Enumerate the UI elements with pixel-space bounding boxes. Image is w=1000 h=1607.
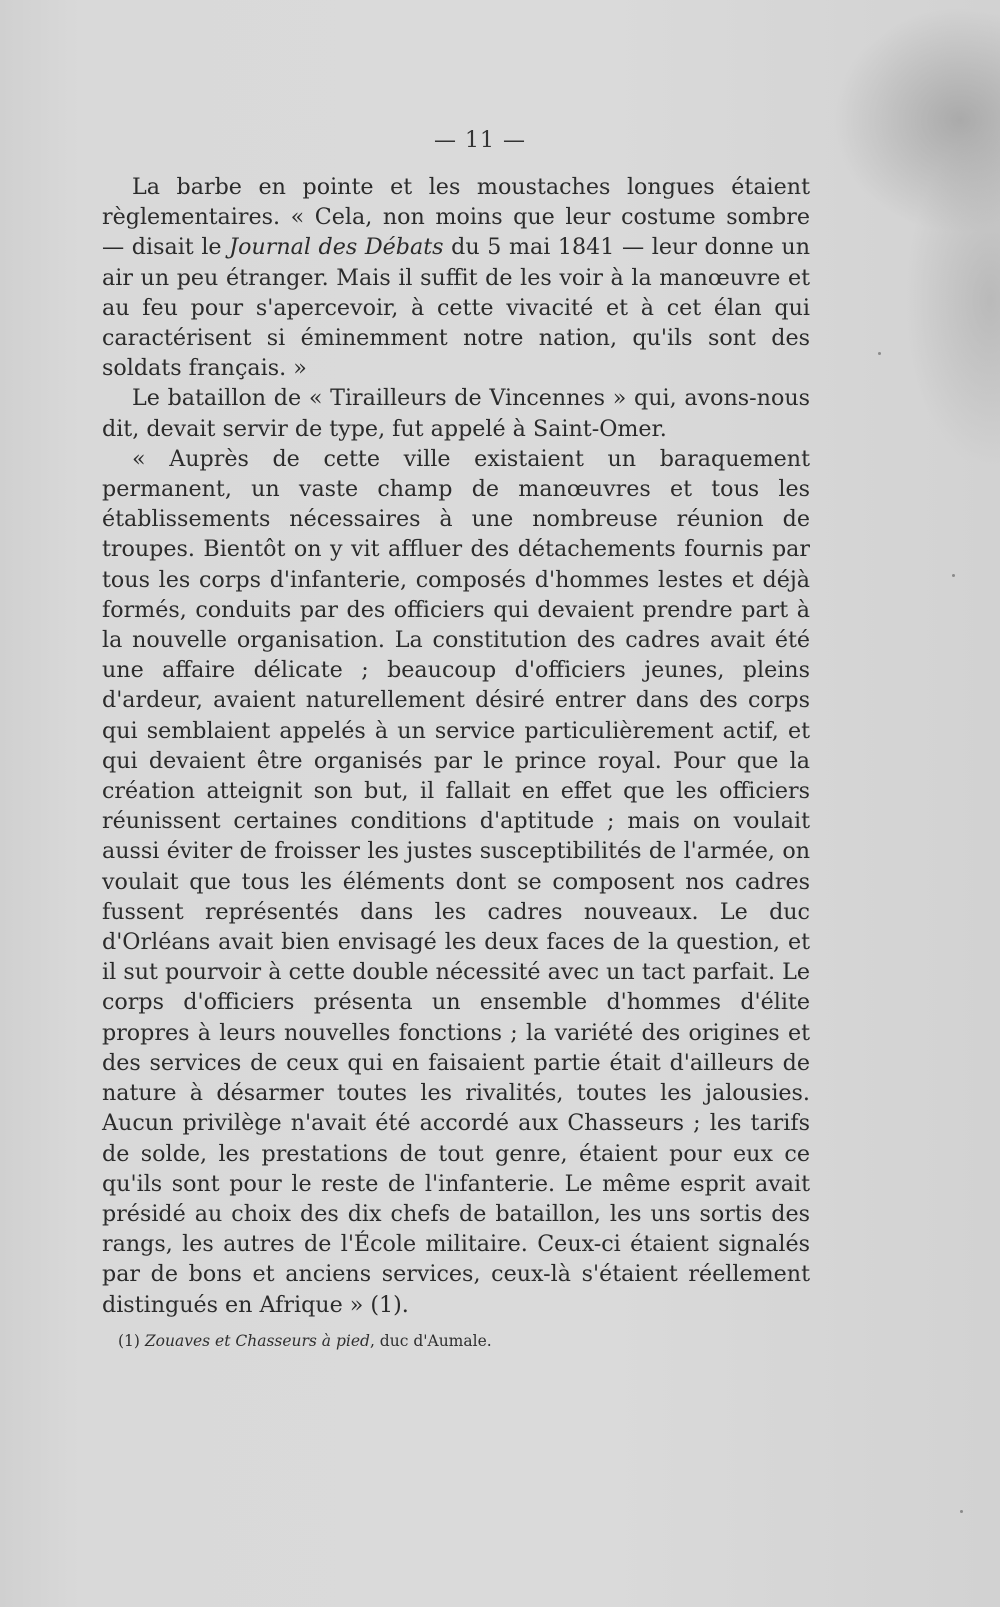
paragraph-text: La barbe en pointe et les moustaches longues étaient règlementaires. « Cela, non moins que leur costume sombre — disait le xyxy=(102,174,810,261)
ink-speck xyxy=(952,574,955,577)
footnote-marker: (1) xyxy=(118,1332,140,1350)
paragraph: « Auprès de cette ville existaient un baraquement permanent, un vaste champ de manœuvres et tous les établissements nécessaires à une nombreuse réunion de troupes. Bientôt on y vit affluer des détachements fournis par tous les corps d'infanterie, composés d'hommes lestes et déjà formés, conduits par des officiers qui devaient prendre part à la nouvelle organisation. La constitution des cadres avait été une affaire délicate ; beaucoup d'officiers jeunes, pleins d'ardeur, avaient naturellement désiré entrer dans des corps qui semblaient appelés à un service particulièrement actif, et qui devaient être organisés par le prince royal. Pour que la création atteignit son but, il fallait en effet que les officiers réunissent certaines conditions d'aptitude ; mais on voulait aussi éviter de froisser les justes susceptibilités de l'armée, on voulait que tous les éléments dont se composent nos cadres fussent représentés dans les cadres nouveaux. Le duc d'Orléans avait bien envisagé les deux faces de la question, et il sut pourvoir à cette double nécessité avec un tact parfait. Le corps d'officiers présenta un ensemble d'hommes d'élite propres à leurs nouvelles fonctions ; la variété des origines et des services de ceux qui en faisaient partie était d'ailleurs de nature à désarmer toutes les rivalités, toutes les jalousies. Aucun privilège n'avait été accordé aux Chasseurs ; les tarifs de solde, les prestations de tout genre, étaient pour eux ce qu'ils sont pour le reste de l'infanterie. Le même esprit avait présidé au choix des dix chefs de bataillon, les uns sortis des rangs, les autres de l'École militaire. Ceux-ci étaient signalés par de bons et anciens services, ceux-là s'étaient réellement distingués en Afrique » (1). xyxy=(102,445,810,1318)
paragraph xyxy=(102,172,810,383)
paragraph-text: du 5 mai 1841 — leur donne un air un peu étranger. Mais il suffit de les voir à la manœuvre et au feu pour s'apercevoir, à cette vivacité et à cet élan qui caractérisent si éminemment notre nation, qu'ils sont des soldats français. » xyxy=(102,234,810,382)
journal-title: Journal des Débats xyxy=(229,234,444,261)
page-number: — 11 — xyxy=(434,128,526,153)
footnote-author: , duc d'Aumale. xyxy=(369,1332,492,1350)
ink-speck xyxy=(960,1510,963,1513)
footnote-source-title: Zouaves et Chasseurs à pied xyxy=(144,1332,370,1350)
body-text xyxy=(102,172,810,1320)
paragraph: Le bataillon de « Tirailleurs de Vincennes » qui, avons-nous dit, devait servir de type, fut appelé à Saint-Omer. xyxy=(102,385,810,442)
ink-speck xyxy=(878,352,881,355)
footnote xyxy=(118,1330,818,1352)
